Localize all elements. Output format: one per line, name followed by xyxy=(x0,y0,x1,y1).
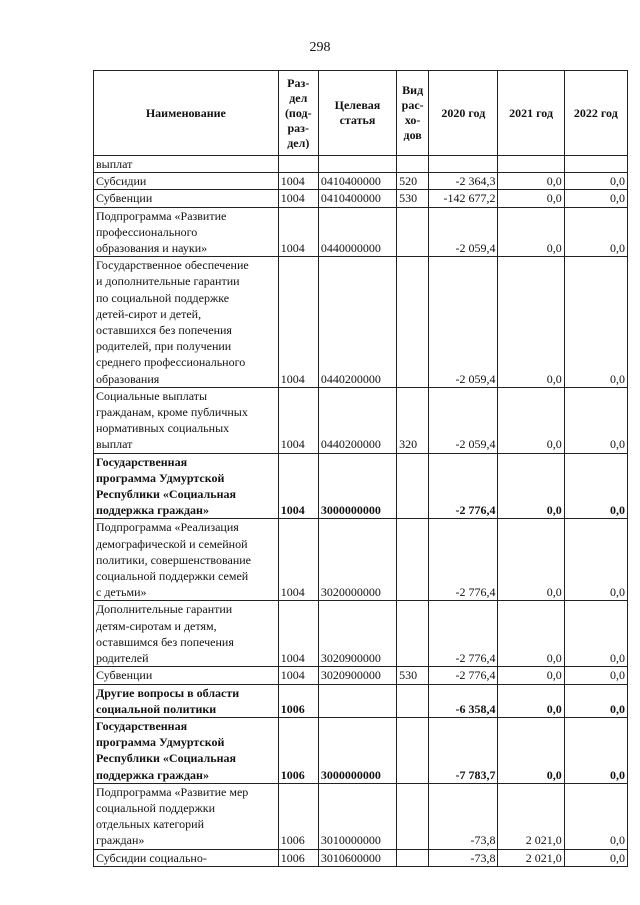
row-value-2022: 0,0 xyxy=(564,717,627,783)
row-value-2020: -2 776,4 xyxy=(429,667,498,684)
row-expense-type: 320 xyxy=(397,387,429,453)
row-target-article: 3010600000 xyxy=(318,849,396,866)
row-value-2021: 2 021,0 xyxy=(498,849,564,866)
row-value-2022: 0,0 xyxy=(564,519,627,601)
row-expense-type xyxy=(397,684,429,717)
table-row xyxy=(94,601,628,667)
row-value-2021: 2 021,0 xyxy=(498,783,564,849)
row-name: Субсидии социально- xyxy=(94,849,279,866)
row-value-2020: -73,8 xyxy=(429,849,498,866)
header-2022: 2022 год xyxy=(564,71,627,156)
row-name: Государственная программа Удмуртской Республики «Социальная поддержка граждан» xyxy=(94,717,279,783)
row-value-2022: 0,0 xyxy=(564,684,627,717)
row-value-2021: 0,0 xyxy=(498,173,564,190)
row-section: 1004 xyxy=(278,667,318,684)
row-expense-type: 520 xyxy=(397,173,429,190)
row-target-article: 3010000000 xyxy=(318,783,396,849)
row-expense-type xyxy=(397,453,429,519)
row-value-2022: 0,0 xyxy=(564,849,627,866)
row-target-article: 3000000000 xyxy=(318,717,396,783)
row-expense-type xyxy=(397,156,429,173)
row-value-2022: 0,0 xyxy=(564,453,627,519)
row-expense-type xyxy=(397,207,429,257)
row-expense-type xyxy=(397,601,429,667)
header-target: Целевая статья xyxy=(318,71,396,156)
row-section: 1004 xyxy=(278,257,318,388)
row-target-article: 3020900000 xyxy=(318,667,396,684)
table-row xyxy=(94,667,628,684)
row-value-2021: 0,0 xyxy=(498,601,564,667)
row-expense-type: 530 xyxy=(397,667,429,684)
header-expense-type: Вид рас- хо- дов xyxy=(397,71,429,156)
row-value-2020: -142 677,2 xyxy=(429,190,498,207)
row-section: 1004 xyxy=(278,453,318,519)
row-name: Подпрограмма «Реализация демографической и семейной политики, совершенствование социальной поддержки семей с детьми» xyxy=(94,519,279,601)
table-row xyxy=(94,190,628,207)
row-expense-type xyxy=(397,849,429,866)
row-value-2022: 0,0 xyxy=(564,387,627,453)
row-name: Подпрограмма «Развитие профессионального образования и науки» xyxy=(94,207,279,257)
row-name: Субвенции xyxy=(94,190,279,207)
row-target-article: 3020000000 xyxy=(318,519,396,601)
row-section: 1004 xyxy=(278,387,318,453)
row-expense-type xyxy=(397,519,429,601)
row-expense-type: 530 xyxy=(397,190,429,207)
row-name: Государственная программа Удмуртской Республики «Социальная поддержка граждан» xyxy=(94,453,279,519)
row-value-2020: -6 358,4 xyxy=(429,684,498,717)
row-section: 1006 xyxy=(278,717,318,783)
row-value-2021: 0,0 xyxy=(498,519,564,601)
row-value-2021: 0,0 xyxy=(498,717,564,783)
row-target-article: 0410400000 xyxy=(318,190,396,207)
table-row xyxy=(94,849,628,866)
row-target-article: 3000000000 xyxy=(318,453,396,519)
table-row xyxy=(94,207,628,257)
row-target-article xyxy=(318,156,396,173)
row-value-2022: 0,0 xyxy=(564,190,627,207)
row-value-2021 xyxy=(498,156,564,173)
row-value-2021: 0,0 xyxy=(498,387,564,453)
row-target-article: 3020900000 xyxy=(318,601,396,667)
row-name: Дополнительные гарантии детям-сиротам и детям, оставшимся без попечения родителей xyxy=(94,601,279,667)
row-value-2020 xyxy=(429,156,498,173)
row-section: 1006 xyxy=(278,684,318,717)
row-target-article xyxy=(318,684,396,717)
budget-table xyxy=(93,70,628,867)
row-section: 1004 xyxy=(278,601,318,667)
page-number: 298 xyxy=(309,40,331,55)
row-target-article: 0440200000 xyxy=(318,257,396,388)
row-expense-type xyxy=(397,783,429,849)
row-value-2020: -2 059,4 xyxy=(429,387,498,453)
row-value-2022 xyxy=(564,156,627,173)
row-value-2020: -2 059,4 xyxy=(429,207,498,257)
table-row xyxy=(94,173,628,190)
row-target-article: 0410400000 xyxy=(318,173,396,190)
table-row xyxy=(94,387,628,453)
row-name: Субвенции xyxy=(94,667,279,684)
row-expense-type xyxy=(397,717,429,783)
header-2020: 2020 год xyxy=(429,71,498,156)
row-value-2021: 0,0 xyxy=(498,684,564,717)
row-value-2022: 0,0 xyxy=(564,207,627,257)
row-name: Субсидии xyxy=(94,173,279,190)
row-section: 1006 xyxy=(278,783,318,849)
row-value-2022: 0,0 xyxy=(564,601,627,667)
row-section: 1004 xyxy=(278,173,318,190)
header-name: Наименование xyxy=(94,71,279,156)
row-section: 1004 xyxy=(278,207,318,257)
row-section xyxy=(278,156,318,173)
row-value-2021: 0,0 xyxy=(498,453,564,519)
table-row xyxy=(94,684,628,717)
row-name: Подпрограмма «Развитие мер социальной поддержки отдельных категорий граждан» xyxy=(94,783,279,849)
row-name: выплат xyxy=(94,156,279,173)
table-row xyxy=(94,156,628,173)
row-name: Государственное обеспечение и дополнительные гарантии по социальной поддержке детей-сирот и детей, оставшихся без попечения родителей, при получении среднего профессионального образования xyxy=(94,257,279,388)
row-value-2022: 0,0 xyxy=(564,783,627,849)
row-name: Другие вопросы в области социальной политики xyxy=(94,684,279,717)
row-value-2022: 0,0 xyxy=(564,173,627,190)
table-row xyxy=(94,453,628,519)
row-value-2020: -2 776,4 xyxy=(429,601,498,667)
row-value-2020: -2 776,4 xyxy=(429,453,498,519)
header-2021: 2021 год xyxy=(498,71,564,156)
row-value-2020: -73,8 xyxy=(429,783,498,849)
row-target-article: 0440000000 xyxy=(318,207,396,257)
header-section: Раз- дел (под- раз- дел) xyxy=(278,71,318,156)
row-value-2021: 0,0 xyxy=(498,207,564,257)
row-section: 1004 xyxy=(278,519,318,601)
table-row xyxy=(94,257,628,388)
row-value-2021: 0,0 xyxy=(498,667,564,684)
table-row xyxy=(94,519,628,601)
table-row xyxy=(94,783,628,849)
table-header-row xyxy=(94,71,628,156)
row-section: 1006 xyxy=(278,849,318,866)
row-value-2020: -7 783,7 xyxy=(429,717,498,783)
row-expense-type xyxy=(397,257,429,388)
row-value-2020: -2 364,3 xyxy=(429,173,498,190)
row-value-2022: 0,0 xyxy=(564,667,627,684)
row-value-2021: 0,0 xyxy=(498,257,564,388)
row-value-2020: -2 776,4 xyxy=(429,519,498,601)
row-value-2022: 0,0 xyxy=(564,257,627,388)
row-section: 1004 xyxy=(278,190,318,207)
table-row xyxy=(94,717,628,783)
row-value-2021: 0,0 xyxy=(498,190,564,207)
row-value-2020: -2 059,4 xyxy=(429,257,498,388)
row-target-article: 0440200000 xyxy=(318,387,396,453)
row-name: Социальные выплаты гражданам, кроме публичных нормативных социальных выплат xyxy=(94,387,279,453)
